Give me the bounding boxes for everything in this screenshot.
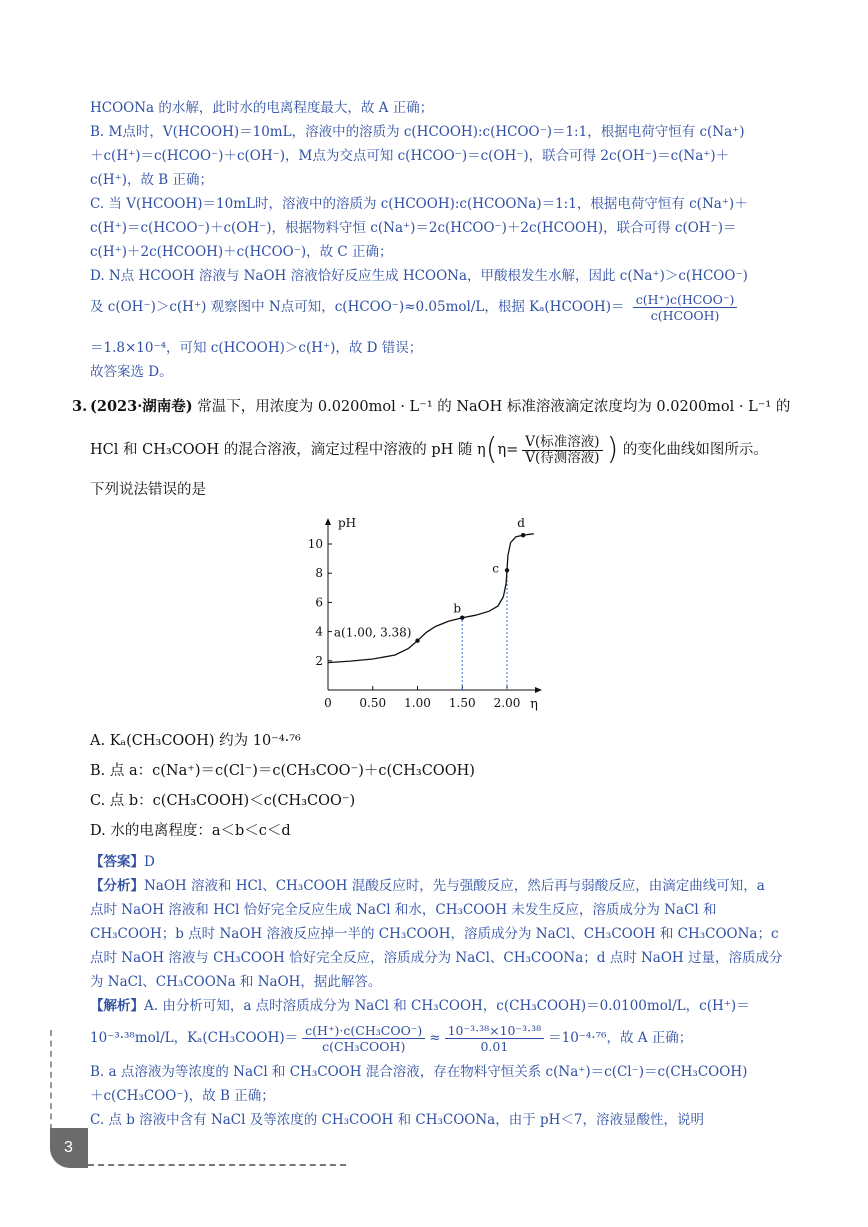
titration-curve-chart [296, 508, 556, 714]
data-point [505, 568, 509, 572]
fraction-denominator: V(待测溶液) [525, 449, 600, 466]
eta-fraction [522, 435, 602, 466]
answer-value: D [144, 854, 155, 870]
x-tick-label: 1.00 [404, 696, 431, 710]
fraction-denominator: c(HCOOH) [650, 308, 720, 323]
titration-curve [328, 534, 534, 663]
fraction-denominator: c(CH₃COOH) [322, 1039, 406, 1054]
answer-line: c(H⁺)＝c(HCOO⁻)＋c(OH⁻)，根据物料守恒 c(Na⁺)＝2c(HCOO⁻)＋2c(HCOOH)，联合可得 c(OH⁻)＝ [90, 220, 737, 236]
option-b: B. 点 a：c(Na⁺)＝c(Cl⁻)＝c(CH₃COO⁻)＋c(CH₃COOH) [90, 763, 475, 779]
page-number: 3 [64, 1139, 73, 1156]
fraction-numerator: c(H⁺)c(HCOO⁻) [633, 292, 738, 308]
x-tick-label: 1.50 [448, 696, 476, 710]
answer-line: HCOONa 的水解，此时水的电离程度最大，故 A 正确； [90, 100, 434, 116]
analysis-line: 点时 NaOH 溶液和 HCl 恰好完全反应生成 NaCl 和水，CH₃COOH 未发生反应，溶质成分为 NaCl 和 [90, 902, 717, 918]
analysis-line: CH₃COOH；b 点时 NaOH 溶液反应掉一半的 CH₃COOH，溶质成分为 NaCl、CH₃COOH 和 CH₃COONa；c [90, 926, 779, 942]
question-number: 3. [72, 398, 88, 415]
approx-sign: ≈ [429, 1030, 441, 1046]
question-line-2 [90, 432, 768, 468]
y-tick-label: 8 [315, 566, 323, 581]
answer-block [90, 852, 155, 872]
question-source: (2023·湖南卷) [90, 398, 193, 415]
question-text: 的变化曲线如图所示。 [618, 442, 768, 458]
question-prompt: 下列说法错误的是 [90, 482, 206, 498]
answer-line-with-fraction [90, 292, 741, 323]
answer-line: c(H⁺)＋2c(HCOOH)＋c(HCOO⁻)，故 C 正确； [90, 244, 393, 260]
x-axis-arrow [535, 687, 542, 693]
answer-label: 【答案】 [90, 854, 144, 870]
fraction-numerator: 10⁻³·³⁸×10⁻³·³⁸ [445, 1023, 545, 1039]
analysis-line [90, 876, 765, 896]
fraction-numerator: c(H⁺)·c(CH₃COO⁻) [302, 1023, 425, 1039]
solution-line-with-fraction [90, 1018, 692, 1058]
x-axis-label: η [530, 697, 538, 712]
margin-dashed-line [50, 1030, 52, 1130]
analysis-text: NaOH 溶液和 HCl、CH₃COOH 混酸反应时，先与强酸反应，然后再与弱酸反应，由滴定曲线可知，a [144, 878, 765, 894]
answer-text: 及 c(OH⁻)＞c(H⁺) 观察图中 N点可知，c(HCOO⁻)≈0.05mol/L，根据 Kₐ(HCOOH)＝ [90, 299, 625, 315]
x-tick-label: 0 [324, 696, 332, 710]
question-line-1 [90, 397, 790, 417]
fraction-denominator: 0.01 [480, 1039, 509, 1054]
answer-line: ＋c(H⁺)＝c(HCOO⁻)＋c(OH⁻)，M点为交点可知 c(HCOO⁻)＝c(OH⁻)，联合可得 2c(OH⁻)＝c(Na⁺)＋ [90, 148, 730, 164]
solution-text: A. 由分析可知，a 点时溶质成分为 NaCl 和 CH₃COOH，c(CH₃COOH)＝0.0100mol/L，c(H⁺)＝ [144, 998, 750, 1014]
question-text: 常温下，用浓度为 0.0200mol · L⁻¹ 的 NaOH 标准溶液滴定浓度均为 0.0200mol · L⁻¹ 的 [192, 399, 791, 415]
y-tick-label: 2 [315, 653, 323, 668]
point-label: d [517, 516, 525, 531]
solution-line: ＋c(CH₃COO⁻)，故 B 正确； [90, 1088, 275, 1104]
question-text: HCl 和 CH₃COOH 的混合溶液，滴定过程中溶液的 pH 随 η [90, 442, 486, 458]
value-fraction [445, 1023, 545, 1054]
solution-text: ＝10⁻⁴·⁷⁶，故 A 正确； [548, 1030, 693, 1046]
answer-line: C. 当 V(HCOOH)＝10mL时，溶液中的溶质为 c(HCOOH):c(HCOONa)＝1:1，根据电荷守恒有 c(Na⁺)＋ [90, 196, 748, 212]
y-axis-arrow [325, 518, 331, 525]
analysis-label: 【分析】 [90, 878, 144, 894]
solution-label: 【解析】 [90, 998, 144, 1014]
answer-line: ＝1.8×10⁻⁴，可知 c(HCOOH)＞c(H⁺)，故 D 错误； [90, 340, 423, 356]
answer-line: B. M点时，V(HCOOH)＝10mL，溶液中的溶质为 c(HCOOH):c(HCOO⁻)＝1:1，根据电荷守恒有 c(Na⁺) [90, 124, 745, 140]
ka-fraction [302, 1023, 425, 1054]
fraction-numerator: V(标准溶液) [522, 435, 602, 451]
solution-line [90, 996, 750, 1016]
solution-text: 10⁻³·³⁸mol/L，Kₐ(CH₃COOH)＝ [90, 1030, 299, 1046]
option-a: A. Kₐ(CH₃COOH) 约为 10⁻⁴·⁷⁶ [90, 733, 301, 749]
point-label: b [453, 601, 462, 616]
solution-line: C. 点 b 溶液中含有 NaCl 及等浓度的 CH₃COOH 和 CH₃COONa，由于 pH＜7，溶液显酸性，说明 [90, 1112, 705, 1128]
ka-fraction [633, 292, 738, 323]
y-tick-label: 4 [315, 624, 323, 639]
y-tick-label: 10 [307, 537, 323, 551]
x-tick-label: 0.50 [359, 696, 387, 710]
point-label: a(1.00, 3.38) [333, 625, 412, 640]
option-d: D. 水的电离程度：a＜b＜c＜d [90, 823, 291, 839]
data-point [521, 533, 525, 537]
answer-line: D. N点 HCOOH 溶液与 NaOH 溶液恰好反应生成 HCOONa，甲酸根发生水解，因此 c(Na⁺)＞c(HCOO⁻) [90, 268, 748, 284]
paren-left: ( [485, 432, 498, 467]
answer-line: 故答案选 D。 [90, 364, 173, 380]
y-axis-label: pH [338, 516, 357, 530]
data-point [460, 616, 464, 620]
point-label: c [492, 561, 499, 576]
x-tick-label: 2.00 [493, 696, 521, 710]
y-tick-label: 6 [315, 595, 323, 610]
analysis-line: 点时 NaOH 溶液与 CH₃COOH 恰好完全反应，溶质成分为 NaCl、CH₃COONa；d 点时 NaOH 过量，溶质成分 [90, 950, 783, 966]
data-point [415, 638, 419, 642]
paren-right: ) [606, 432, 619, 467]
analysis-line: 为 NaCl、CH₃COONa 和 NaOH，据此解答。 [90, 974, 382, 990]
answer-line: c(H⁺)，故 B 正确； [90, 172, 213, 188]
solution-line: B. a 点溶液为等浓度的 NaCl 和 CH₃COOH 混合溶液，存在物料守恒关系 c(Na⁺)＝c(Cl⁻)＝c(CH₃COOH) [90, 1064, 748, 1080]
eta-definition: η= [497, 442, 519, 458]
option-c: C. 点 b：c(CH₃COOH)＜c(CH₃COO⁻) [90, 793, 356, 809]
footer-dashed-line [88, 1164, 346, 1166]
